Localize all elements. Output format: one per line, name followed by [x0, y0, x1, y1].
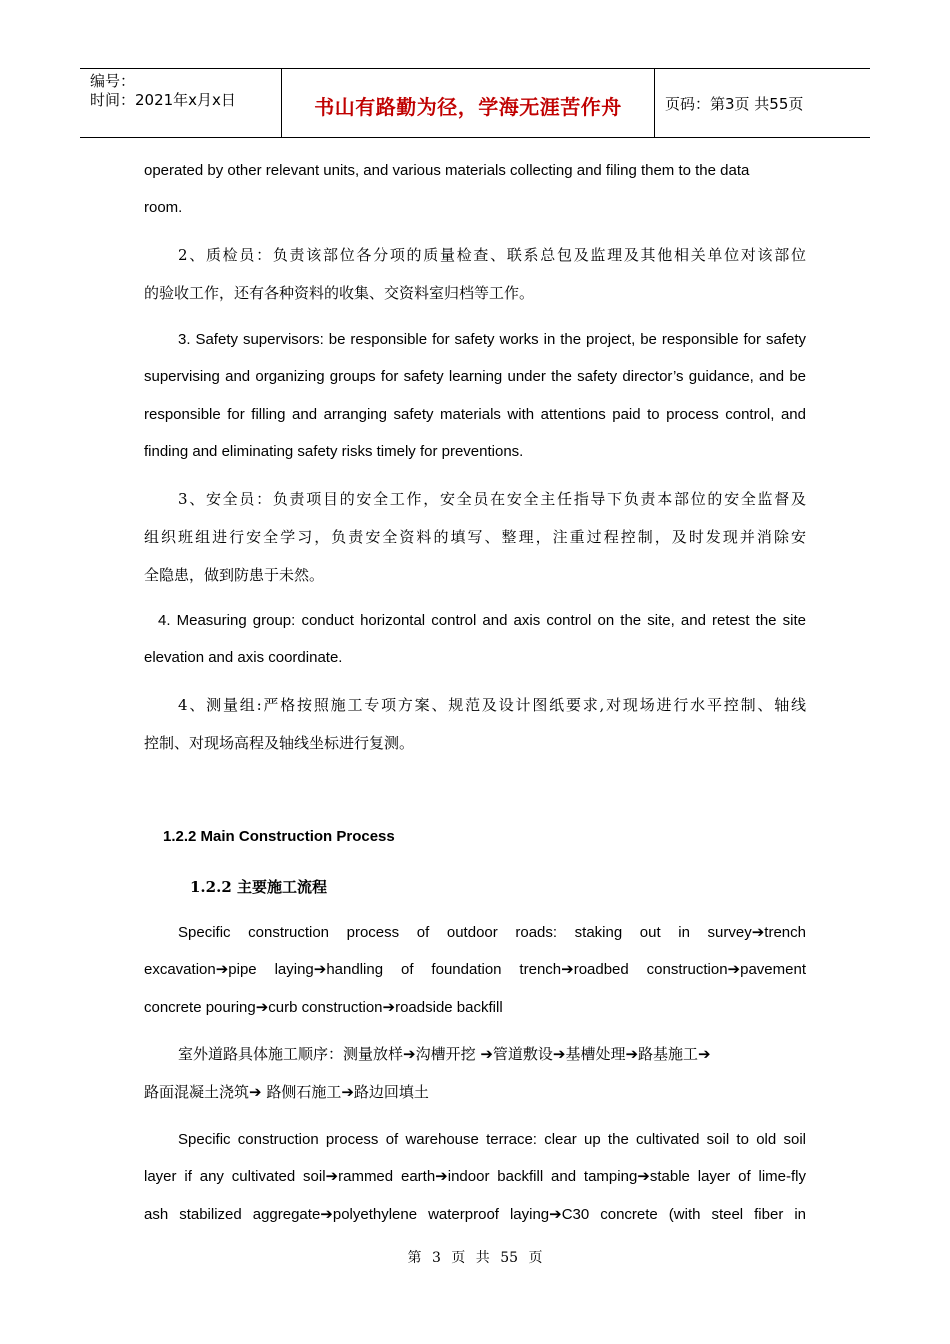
header-motto-cell — [282, 69, 655, 137]
header-page-cell — [655, 69, 870, 137]
text-line: excavation➔pipe laying➔handling of foundation trench➔roadbed construction➔pavement — [144, 961, 806, 979]
text-line: 3、安全员：负责项目的安全工作，安全员在安全主任指导下负责本部位的安全监督及 — [178, 490, 806, 508]
paragraph-zh-2 — [144, 236, 806, 312]
header-motto: 书山有路勤为径，学海无涯苦作舟 — [314, 95, 622, 119]
paragraph-en-3 — [144, 321, 806, 471]
text-line: 的验收工作，还有各种资料的收集、交资料室归档等工作。 — [144, 284, 535, 302]
text-line: responsible for filling and arranging safety materials with attentions paid to process control, and — [144, 405, 806, 423]
text-line: 4. Measuring group: conduct horizontal control and axis control on the site, and retest the site — [158, 612, 806, 629]
section-heading-zh: 1.2.2 主要施工流程 — [190, 878, 327, 896]
text-line: finding and eliminating safety risks timely for preventions. — [144, 443, 524, 461]
text-line: Specific construction process of outdoor roads: staking out in survey➔trench — [178, 924, 806, 941]
header-page-info: 页码：第3页 共55页 — [665, 95, 804, 113]
text-line: 全隐患，做到防患于未然。 — [144, 566, 325, 584]
text-line: 4、测量组:严格按照施工专项方案、规范及设计图纸要求,对现场进行水平控制、轴线 — [178, 696, 806, 714]
paragraph-zh-4 — [144, 480, 806, 594]
text-line: 组织班组进行安全学习，负责安全资料的填写、整理，注重过程控制，及时发现并消除安 — [144, 528, 806, 546]
text-line: 3. Safety supervisors: be responsible for safety works in the project, be responsible for safety — [178, 331, 806, 348]
paragraph-en-1 — [144, 152, 806, 227]
text-line: supervising and organizing groups for safety learning under the safety director’s guidance, and be — [144, 368, 806, 386]
paragraph-zh-8 — [144, 1035, 806, 1111]
section-heading-en: 1.2.2 Main Construction Process — [163, 828, 395, 845]
paragraph-zh-6 — [144, 686, 806, 762]
text-line: elevation and axis coordinate. — [144, 649, 343, 667]
text-line: layer if any cultivated soil➔rammed earth➔indoor backfill and tamping➔stable layer of lime-fly — [144, 1168, 806, 1186]
text-line: 2、质检员：负责该部位各分项的质量检查、联系总包及监理及其他相关单位对该部位 — [178, 246, 806, 264]
document-number-label: 编号： — [90, 72, 136, 90]
text-line: concrete pouring➔curb construction➔roadside backfill — [144, 998, 503, 1016]
paragraph-en-9 — [144, 1121, 806, 1233]
text-line: 控制、对现场高程及轴线坐标进行复测。 — [144, 734, 415, 752]
page-footer: 第 3 页 共 55 页 — [407, 1250, 543, 1266]
text-line: 室外道路具体施工顺序：测量放样➔沟槽开挖 ➔管道敷设➔基槽处理➔路基施工➔ — [178, 1045, 711, 1063]
text-line: Specific construction process of warehouse terrace: clear up the cultivated soil to old soil — [178, 1131, 806, 1148]
paragraph-en-7 — [144, 914, 806, 1026]
paragraph-en-5 — [144, 602, 806, 677]
document-date-label: 时间：2021年x月x日 — [90, 91, 236, 109]
text-line: room. — [144, 199, 183, 217]
header-info-cell — [80, 69, 282, 137]
text-line: ash stabilized aggregate➔polyethylene waterproof laying➔C30 concrete (with steel fiber in — [144, 1205, 806, 1223]
text-line: 路面混凝土浇筑➔ 路侧石施工➔路边回填土 — [144, 1083, 429, 1101]
text-line: operated by other relevant units, and various materials collecting and filing them to the data — [144, 162, 750, 179]
page-header — [80, 68, 870, 138]
